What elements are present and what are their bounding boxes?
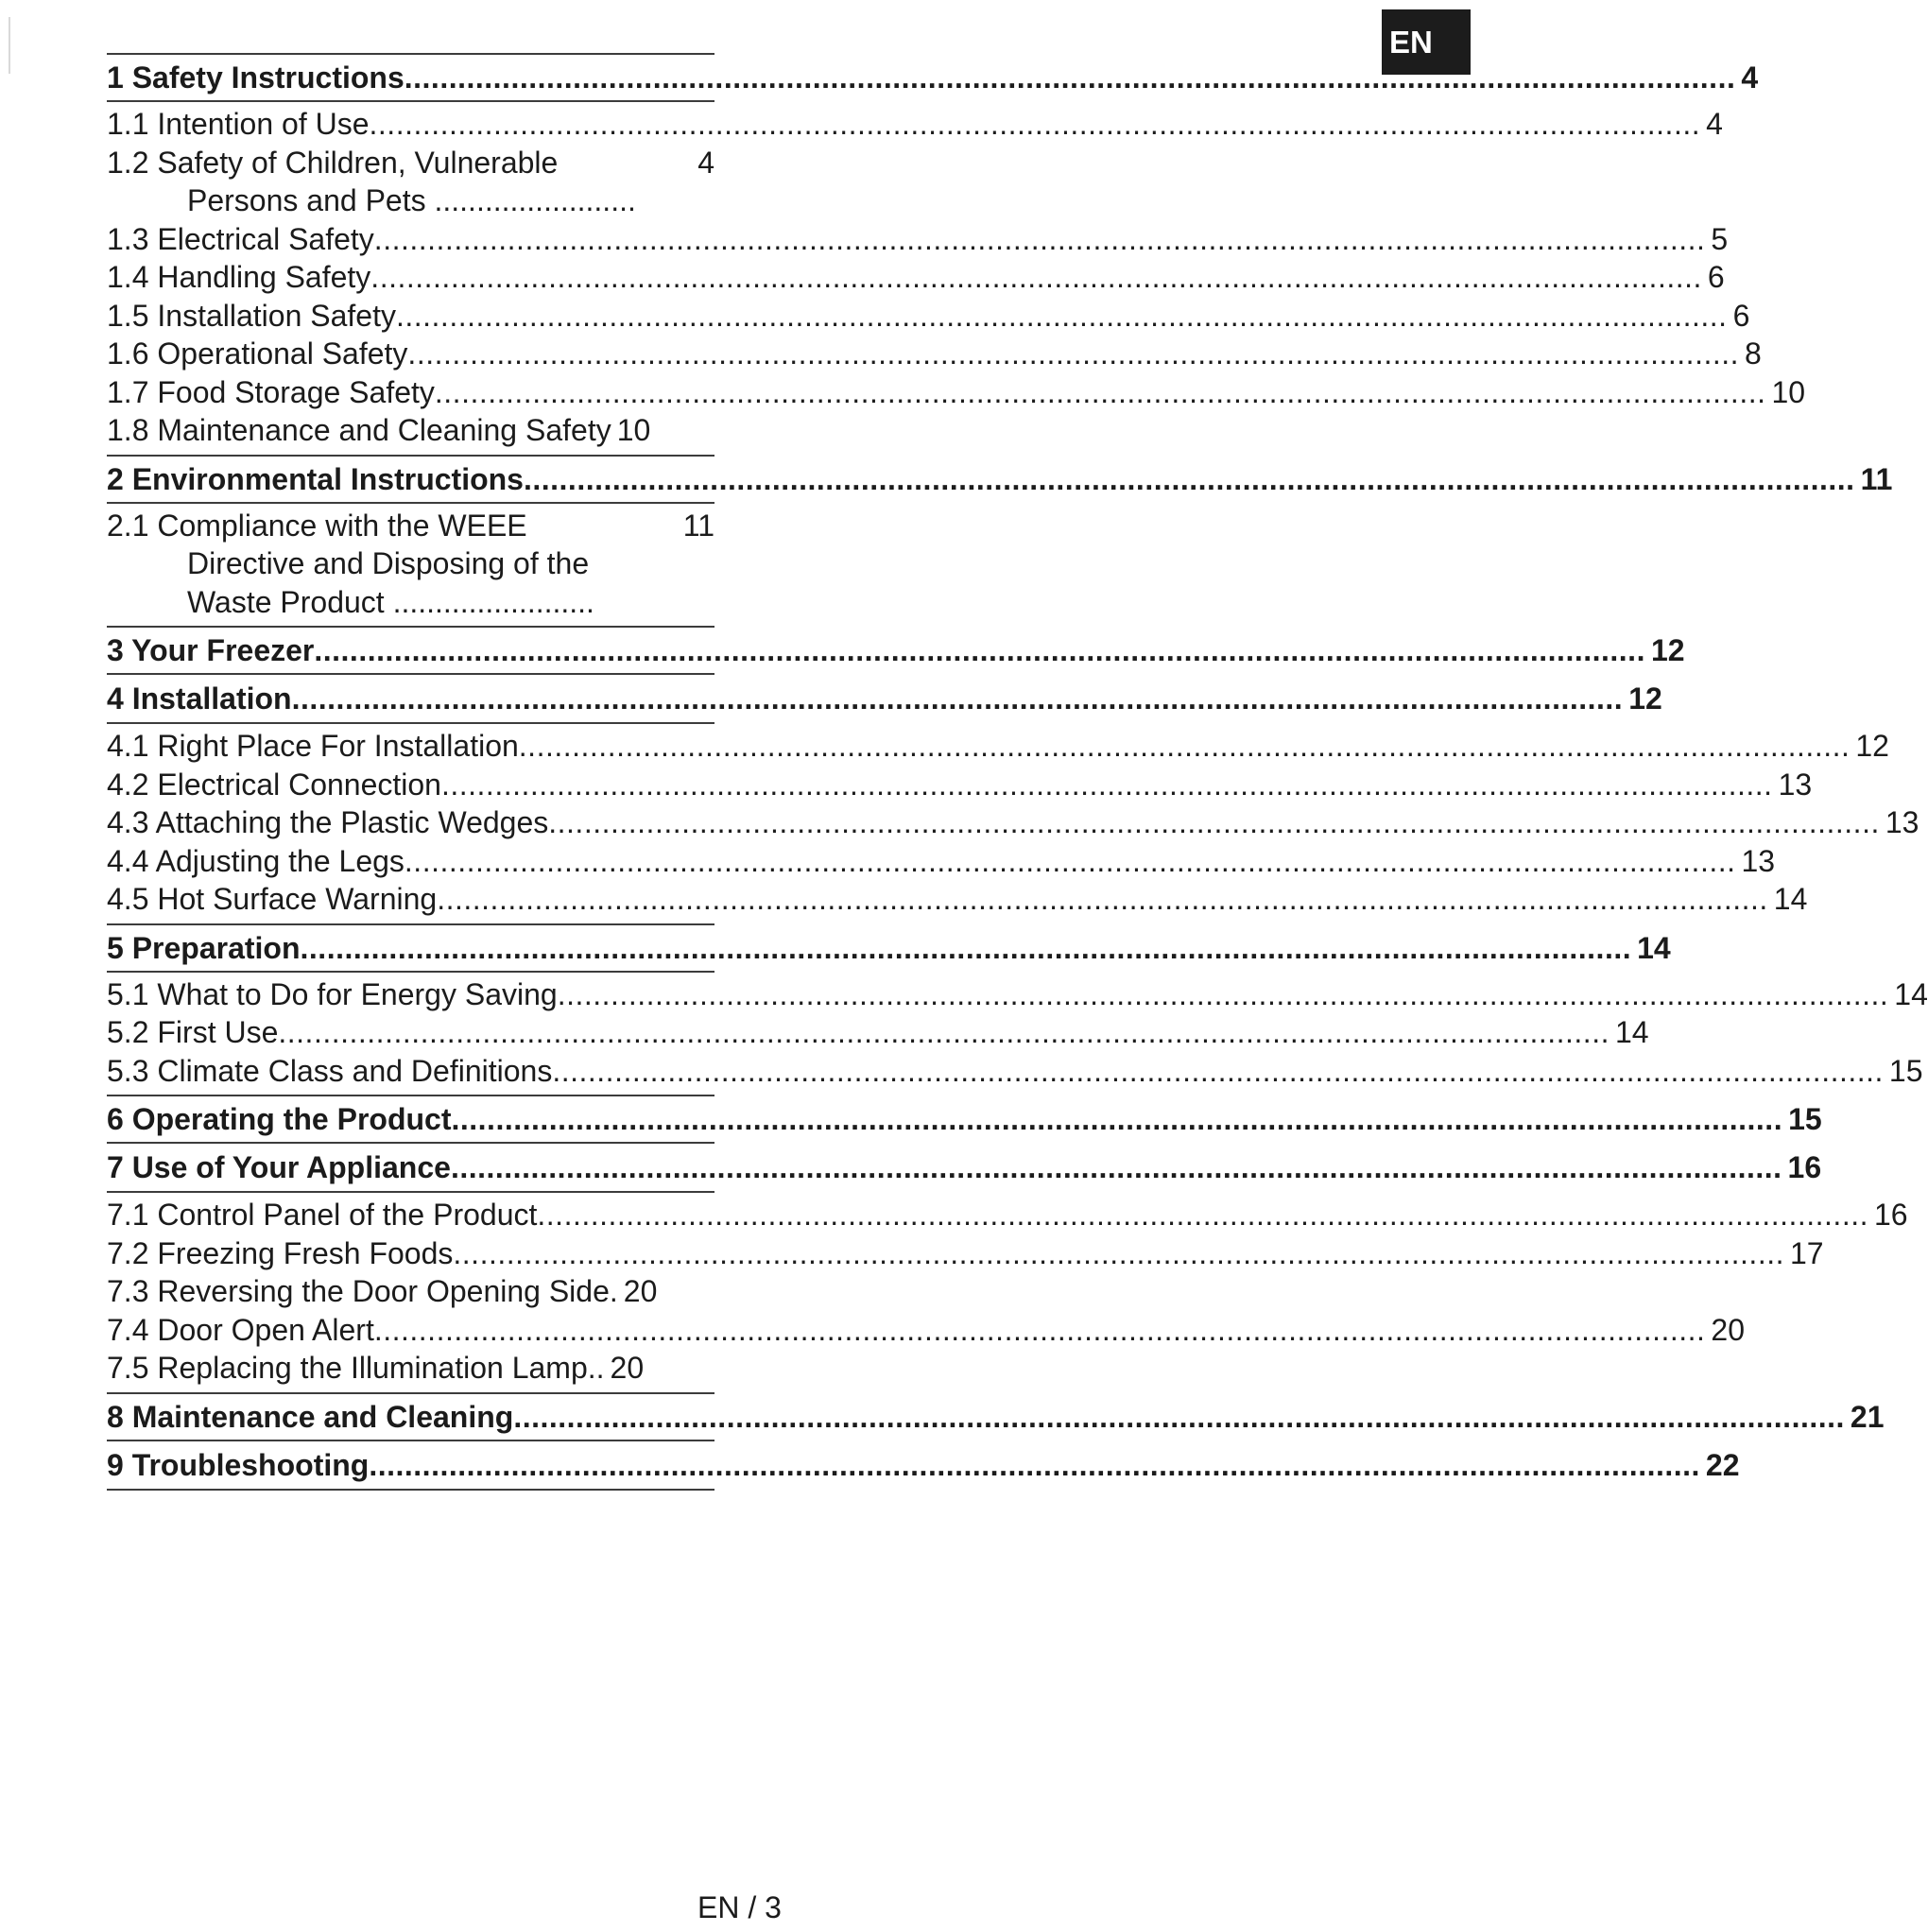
toc-subsection-title: 1.5 Installation Safety xyxy=(107,298,396,333)
toc-subsection[interactable] xyxy=(107,880,1808,919)
toc-leader-dots xyxy=(369,1442,1700,1488)
toc-subsection-title: 1.2 Safety of Children, Vulnerable Persons and Pets ........................ xyxy=(107,145,636,217)
toc-subsection-title: 4.1 Right Place For Installation xyxy=(107,729,519,763)
toc-subsection[interactable] xyxy=(107,1196,1908,1234)
toc-subsection-page: 15 xyxy=(1888,1053,1923,1088)
toc-leader-dots xyxy=(396,297,1728,336)
page-footer: EN / 3 xyxy=(697,1890,782,1924)
toc-chapter-title: 2 Environmental Instructions xyxy=(107,461,524,496)
toc-subsection-page: 16 xyxy=(1873,1198,1908,1232)
toc-subsection[interactable] xyxy=(107,1052,1923,1091)
toc-subsection[interactable] xyxy=(107,411,714,450)
toc-subsection[interactable] xyxy=(107,1349,714,1388)
toc-leader-dots xyxy=(370,105,1701,144)
toc-subsection-title: 4.3 Attaching the Plastic Wedges xyxy=(107,805,549,839)
toc-subsection-title: 1.1 Intention of Use xyxy=(107,107,370,141)
toc-chapter-title: 9 Troubleshooting xyxy=(107,1447,370,1482)
toc-subsection-page: 13 xyxy=(1778,767,1813,802)
toc-leader-dots xyxy=(441,766,1773,804)
toc-leader-dots: ........................ xyxy=(425,183,636,217)
toc-leader-dots xyxy=(451,1145,1782,1190)
toc-subsection[interactable] xyxy=(107,1013,1649,1052)
toc-chapter-title: 4 Installation xyxy=(107,681,292,716)
toc-chapter-title: 8 Maintenance and Cleaning xyxy=(107,1399,514,1434)
toc-leader-dots: ........................ xyxy=(384,584,594,619)
toc-subsection-title: 5.1 What to Do for Energy Saving xyxy=(107,976,558,1011)
toc-subsection-page: 8 xyxy=(1745,336,1762,371)
toc-subsection[interactable] xyxy=(107,297,1750,336)
toc-subsection-title: 2.1 Compliance with the WEEE Directive and Disposing of the Waste Product ........................ xyxy=(107,508,594,619)
toc-chapter-page: 11 xyxy=(1860,461,1893,496)
toc-subsection[interactable] xyxy=(107,842,1776,881)
toc-subsection-page: 4 xyxy=(1706,107,1723,141)
toc-chapter-page: 21 xyxy=(1850,1399,1885,1434)
toc-subsection-page: 12 xyxy=(1855,729,1889,763)
toc-subsection-page: 6 xyxy=(1732,298,1750,333)
toc-subsection-title: 7.4 Door Open Alert xyxy=(107,1312,374,1347)
toc-subsection-page: 13 xyxy=(1885,805,1919,839)
toc-subsection-list xyxy=(107,504,714,627)
toc-subsection[interactable] xyxy=(107,105,1723,144)
toc-leader-dots xyxy=(558,975,1889,1014)
toc-leader-dots xyxy=(374,1311,1706,1350)
toc-subsection[interactable] xyxy=(107,975,1928,1014)
toc-subsection-page: 10 xyxy=(1771,374,1806,409)
toc-subsection-list xyxy=(107,1193,1908,1392)
toc-subsection-title: 1.4 Handling Safety xyxy=(107,260,371,294)
toc-subsection-page: 14 xyxy=(1773,882,1808,916)
toc-subsection-title: 7.1 Control Panel of the Product xyxy=(107,1198,538,1232)
toc-chapter[interactable] xyxy=(107,1144,1822,1193)
toc-chapter-title: 5 Preparation xyxy=(107,930,301,965)
toc-subsection-page: 6 xyxy=(1707,260,1725,294)
toc-leader-dots xyxy=(513,1394,1845,1440)
toc-subsection-list xyxy=(107,973,1928,1095)
toc-leader-dots xyxy=(374,220,1706,259)
toc-subsection[interactable] xyxy=(107,507,714,622)
toc-leader-dots xyxy=(405,55,1736,100)
toc-chapter-page: 14 xyxy=(1637,930,1671,965)
toc-subsection[interactable] xyxy=(107,1234,1824,1273)
toc-subsection-title: 4.4 Adjusting the Legs xyxy=(107,843,405,878)
language-tab: EN xyxy=(1382,9,1471,75)
toc-subsection-page: 4 xyxy=(697,145,714,180)
toc-chapter-page: 4 xyxy=(1741,60,1759,95)
toc-leader-dots xyxy=(524,457,1855,502)
toc-subsection-page: 20 xyxy=(623,1274,658,1308)
toc-leader-dots xyxy=(519,727,1851,766)
toc-subsection-page: 14 xyxy=(1894,976,1928,1011)
toc-subsection[interactable] xyxy=(107,220,1729,259)
toc-leader-dots xyxy=(407,335,1739,373)
toc-subsection-title: 7.3 Reversing the Door Opening Side. xyxy=(107,1274,618,1308)
page-edge-mark xyxy=(9,17,10,74)
toc-subsection-title: 7.5 Replacing the Illumination Lamp.. xyxy=(107,1351,605,1385)
toc-chapter[interactable] xyxy=(107,1392,1885,1441)
toc-leader-dots xyxy=(453,1234,1784,1273)
toc-chapter-page: 15 xyxy=(1788,1102,1822,1136)
toc-chapter[interactable] xyxy=(107,53,1759,102)
toc-chapter-page: 22 xyxy=(1705,1447,1740,1482)
toc-leader-dots xyxy=(537,1196,1868,1234)
toc-subsection-page: 14 xyxy=(1614,1015,1649,1049)
toc-chapter[interactable] xyxy=(107,1441,1740,1491)
toc-subsection-page: 5 xyxy=(1711,221,1729,256)
toc-leader-dots xyxy=(314,628,1645,673)
toc-subsection-list xyxy=(107,724,1919,923)
toc-subsection[interactable] xyxy=(107,803,1919,842)
toc-subsection-title: 4.2 Electrical Connection xyxy=(107,767,441,802)
toc-subsection-title: 7.2 Freezing Fresh Foods xyxy=(107,1235,454,1270)
toc-chapter-page: 12 xyxy=(1628,681,1662,716)
toc-leader-dots xyxy=(451,1096,1782,1142)
toc-leader-dots xyxy=(435,373,1766,412)
toc-subsection-title: 5.2 First Use xyxy=(107,1015,279,1049)
toc-subsection-title: 5.3 Climate Class and Definitions xyxy=(107,1053,553,1088)
toc-chapter-title: 3 Your Freezer xyxy=(107,633,315,667)
table-of-contents xyxy=(107,53,1928,1491)
toc-chapter[interactable] xyxy=(107,675,1662,724)
toc-chapter-title: 1 Safety Instructions xyxy=(107,60,405,95)
toc-subsection[interactable] xyxy=(107,335,1762,373)
toc-subsection-title: 1.3 Electrical Safety xyxy=(107,221,374,256)
toc-subsection-title: 4.5 Hot Surface Warning xyxy=(107,882,438,916)
toc-chapter-page: 12 xyxy=(1650,633,1685,667)
toc-chapter-page: 16 xyxy=(1787,1150,1822,1184)
toc-subsection[interactable] xyxy=(107,1311,1746,1350)
toc-subsection[interactable] xyxy=(107,144,714,220)
toc-subsection-page: 11 xyxy=(682,508,714,543)
toc-leader-dots xyxy=(548,803,1880,842)
toc-subsection[interactable] xyxy=(107,373,1806,412)
toc-subsection-page: 13 xyxy=(1741,843,1776,878)
toc-subsection-list xyxy=(107,102,1806,455)
toc-chapter[interactable] xyxy=(107,455,1893,504)
toc-chapter[interactable] xyxy=(107,626,1685,675)
toc-subsection-page: 20 xyxy=(610,1351,645,1385)
toc-leader-dots xyxy=(552,1052,1884,1091)
toc-subsection-title: 1.6 Operational Safety xyxy=(107,336,408,371)
toc-subsection-page: 17 xyxy=(1789,1235,1824,1270)
toc-subsection[interactable] xyxy=(107,727,1889,766)
toc-leader-dots xyxy=(437,880,1768,919)
toc-subsection[interactable] xyxy=(107,1272,714,1311)
toc-subsection-page: 20 xyxy=(1711,1312,1746,1347)
toc-chapter-title: 6 Operating the Product xyxy=(107,1102,452,1136)
toc-leader-dots xyxy=(405,842,1736,881)
toc-subsection-title: 1.8 Maintenance and Cleaning Safety xyxy=(107,413,611,447)
toc-leader-dots xyxy=(278,1013,1610,1052)
toc-chapter[interactable] xyxy=(107,1095,1822,1144)
toc-subsection-title: 1.7 Food Storage Safety xyxy=(107,374,435,409)
toc-chapter-title: 7 Use of Your Appliance xyxy=(107,1150,451,1184)
toc-leader-dots xyxy=(292,676,1624,721)
toc-leader-dots xyxy=(370,258,1702,297)
toc-leader-dots xyxy=(301,925,1632,971)
toc-subsection[interactable] xyxy=(107,258,1725,297)
toc-subsection[interactable] xyxy=(107,766,1813,804)
toc-chapter[interactable] xyxy=(107,923,1671,973)
toc-subsection-page: 10 xyxy=(616,413,651,447)
